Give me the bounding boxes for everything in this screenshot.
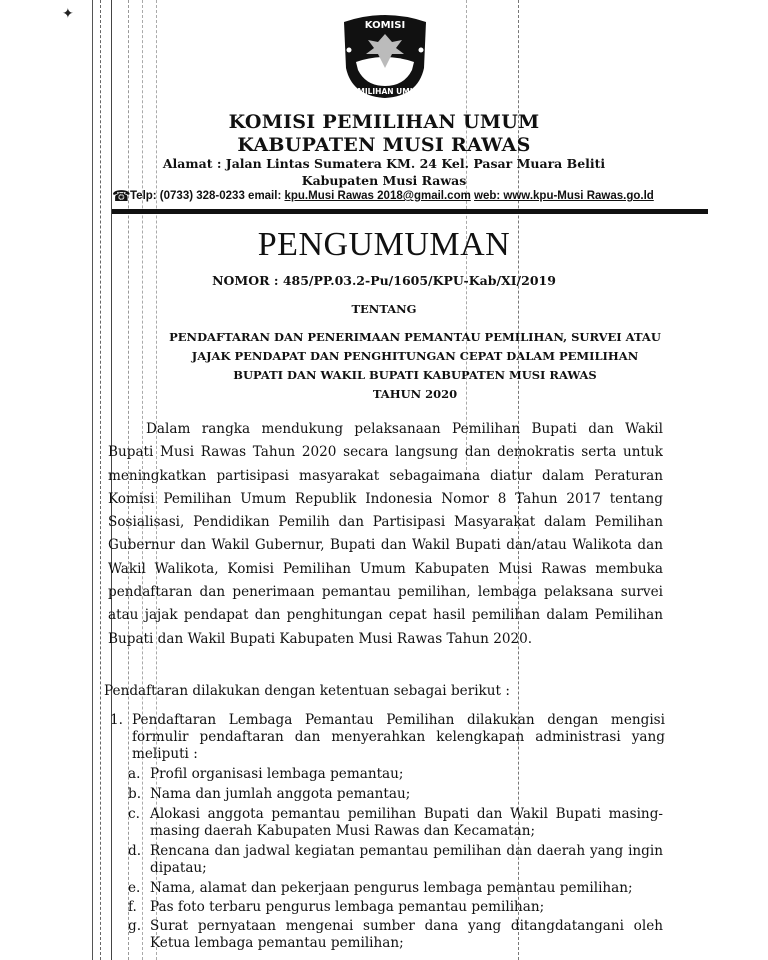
list-item-line: meliputi : [132,746,198,762]
paragraph-line: Sosialisasi, Pendidikan Pemilih dan Partisipasi Masyarakat dalam Pemilihan [108,514,663,531]
scan-speck-icon: ✦ [62,6,74,22]
web-link[interactable]: web: www.kpu-Musi Rawas.go.ld [474,190,654,202]
sub-item-line: Pas foto terbaru pengurus lembaga pemantau pemilihan; [150,899,545,915]
subject-line: TAHUN 2020 [372,387,458,401]
subject-line: PENDAFTARAN DAN PENERIMAAN PEMANTAU PEMILIHAN, SURVEI ATAU [169,330,661,344]
subject-line: JAJAK PENDAPAT DAN PENGHITUNGAN CEPAT DALAM PEMILIHAN [191,349,639,363]
phone-label: Telp: (0733) 328-0233 email: [130,190,285,202]
body-paragraph [108,418,663,651]
paragraph-line: Bupati Musi Rawas Tahun 2020 secara langsung dan demokratis serta untuk [108,444,663,461]
document-title: PENGUMUMAN [257,226,511,263]
sub-item-letter: d. [128,843,142,859]
kpu-logo [338,12,432,100]
subject-line: BUPATI DAN WAKIL BUPATI KABUPATEN MUSI RAWAS [233,368,597,382]
list-item-line: Pendaftaran Lembaga Pemantau Pemilihan dilakukan dengan mengisi [132,712,665,728]
sub-item-line: Alokasi anggota pemantau pemilihan Bupati dan Wakil Bupati masing- [150,806,663,822]
sub-item-line: Rencana dan jadwal kegiatan pemantau pemilihan dan daerah yang ingin [150,843,663,859]
paragraph-line: Dalam rangka mendukung pelaksanaan Pemilihan Bupati dan Wakil [146,421,663,437]
requirements-lead: Pendaftaran dilakukan dengan ketentuan sebagai berikut : [104,683,510,699]
paragraph-line: meningkatkan partisipasi masyarakat sebagaimana diatur dalam Peraturan [108,467,663,484]
logo-bottom-text: PEMILIHAN UMUM [346,87,424,96]
paragraph-line: Wakil Walikota, Komisi Pemilihan Umum Kabupaten Musi Rawas membuka [108,560,663,577]
sub-item-line: dipatau; [150,860,207,876]
letterhead-divider [112,209,708,214]
sub-item-letter: g. [128,918,142,934]
sub-item-line: Ketua lembaga pemantau pemilihan; [150,935,404,951]
list-item-line: formulir pendaftaran dan menyerahkan kelengkapan administrasi yang [132,729,665,745]
paragraph-line: pendaftaran dan penerimaan pemantau pemilihan, lembaga pelaksana survei [108,584,663,601]
document-number: NOMOR : 485/PP.03.2-Pu/1605/KPU-Kab/XI/2019 [212,273,556,288]
telephone-icon: ☎ [112,187,131,205]
sub-item-letter: f. [128,899,137,915]
logo-top-text: KOMISI [364,20,406,31]
paragraph-line: Bupati dan Wakil Bupati Kabupaten Musi Rawas Tahun 2020. [108,630,533,647]
address-line1: Alamat : Jalan Lintas Sumatera KM. 24 Kel. Pasar Muara Beliti [162,156,606,171]
sub-item-letter: e. [128,880,141,896]
about-label: TENTANG [351,302,417,316]
sub-item-letter: b. [128,786,142,802]
paragraph-line: Gubernur dan Wakil Gubernur, Bupati dan Wakil Bupati dan/atau Walikota dan [108,537,663,554]
sub-item-line: Nama dan jumlah anggota pemantau; [150,786,411,802]
sub-item-letter: c. [128,806,140,822]
email-link[interactable]: kpu.Musi Rawas 2018@gmail.com [284,190,471,202]
address-line2: Kabupaten Musi Rawas [301,173,467,188]
paragraph-line: Komisi Pemilihan Umum Republik Indonesia Nomor 8 Tahun 2017 tentang [108,490,663,507]
org-name-line2: KABUPATEN MUSI RAWAS [237,134,531,156]
list-number: 1. [110,712,123,728]
org-name-line1: KOMISI PEMILIHAN UMUM [228,111,540,133]
sub-item-line: Surat pernyataan mengenai sumber dana yang ditangdatangani oleh [150,918,663,934]
sub-item-line: Profil organisasi lembaga pemantau; [150,766,404,782]
contact-line [130,190,654,202]
sub-item-line: Nama, alamat dan pekerjaan pengurus lembaga pemantau pemilihan; [150,880,633,896]
paragraph-line: atau jajak pendapat dan penghitungan cepat hasil pemilihan dalam Pemilihan [108,607,663,624]
sub-item-line: masing daerah Kabupaten Musi Rawas dan Kecamatan; [150,823,536,839]
sub-item-letter: a. [128,766,141,782]
